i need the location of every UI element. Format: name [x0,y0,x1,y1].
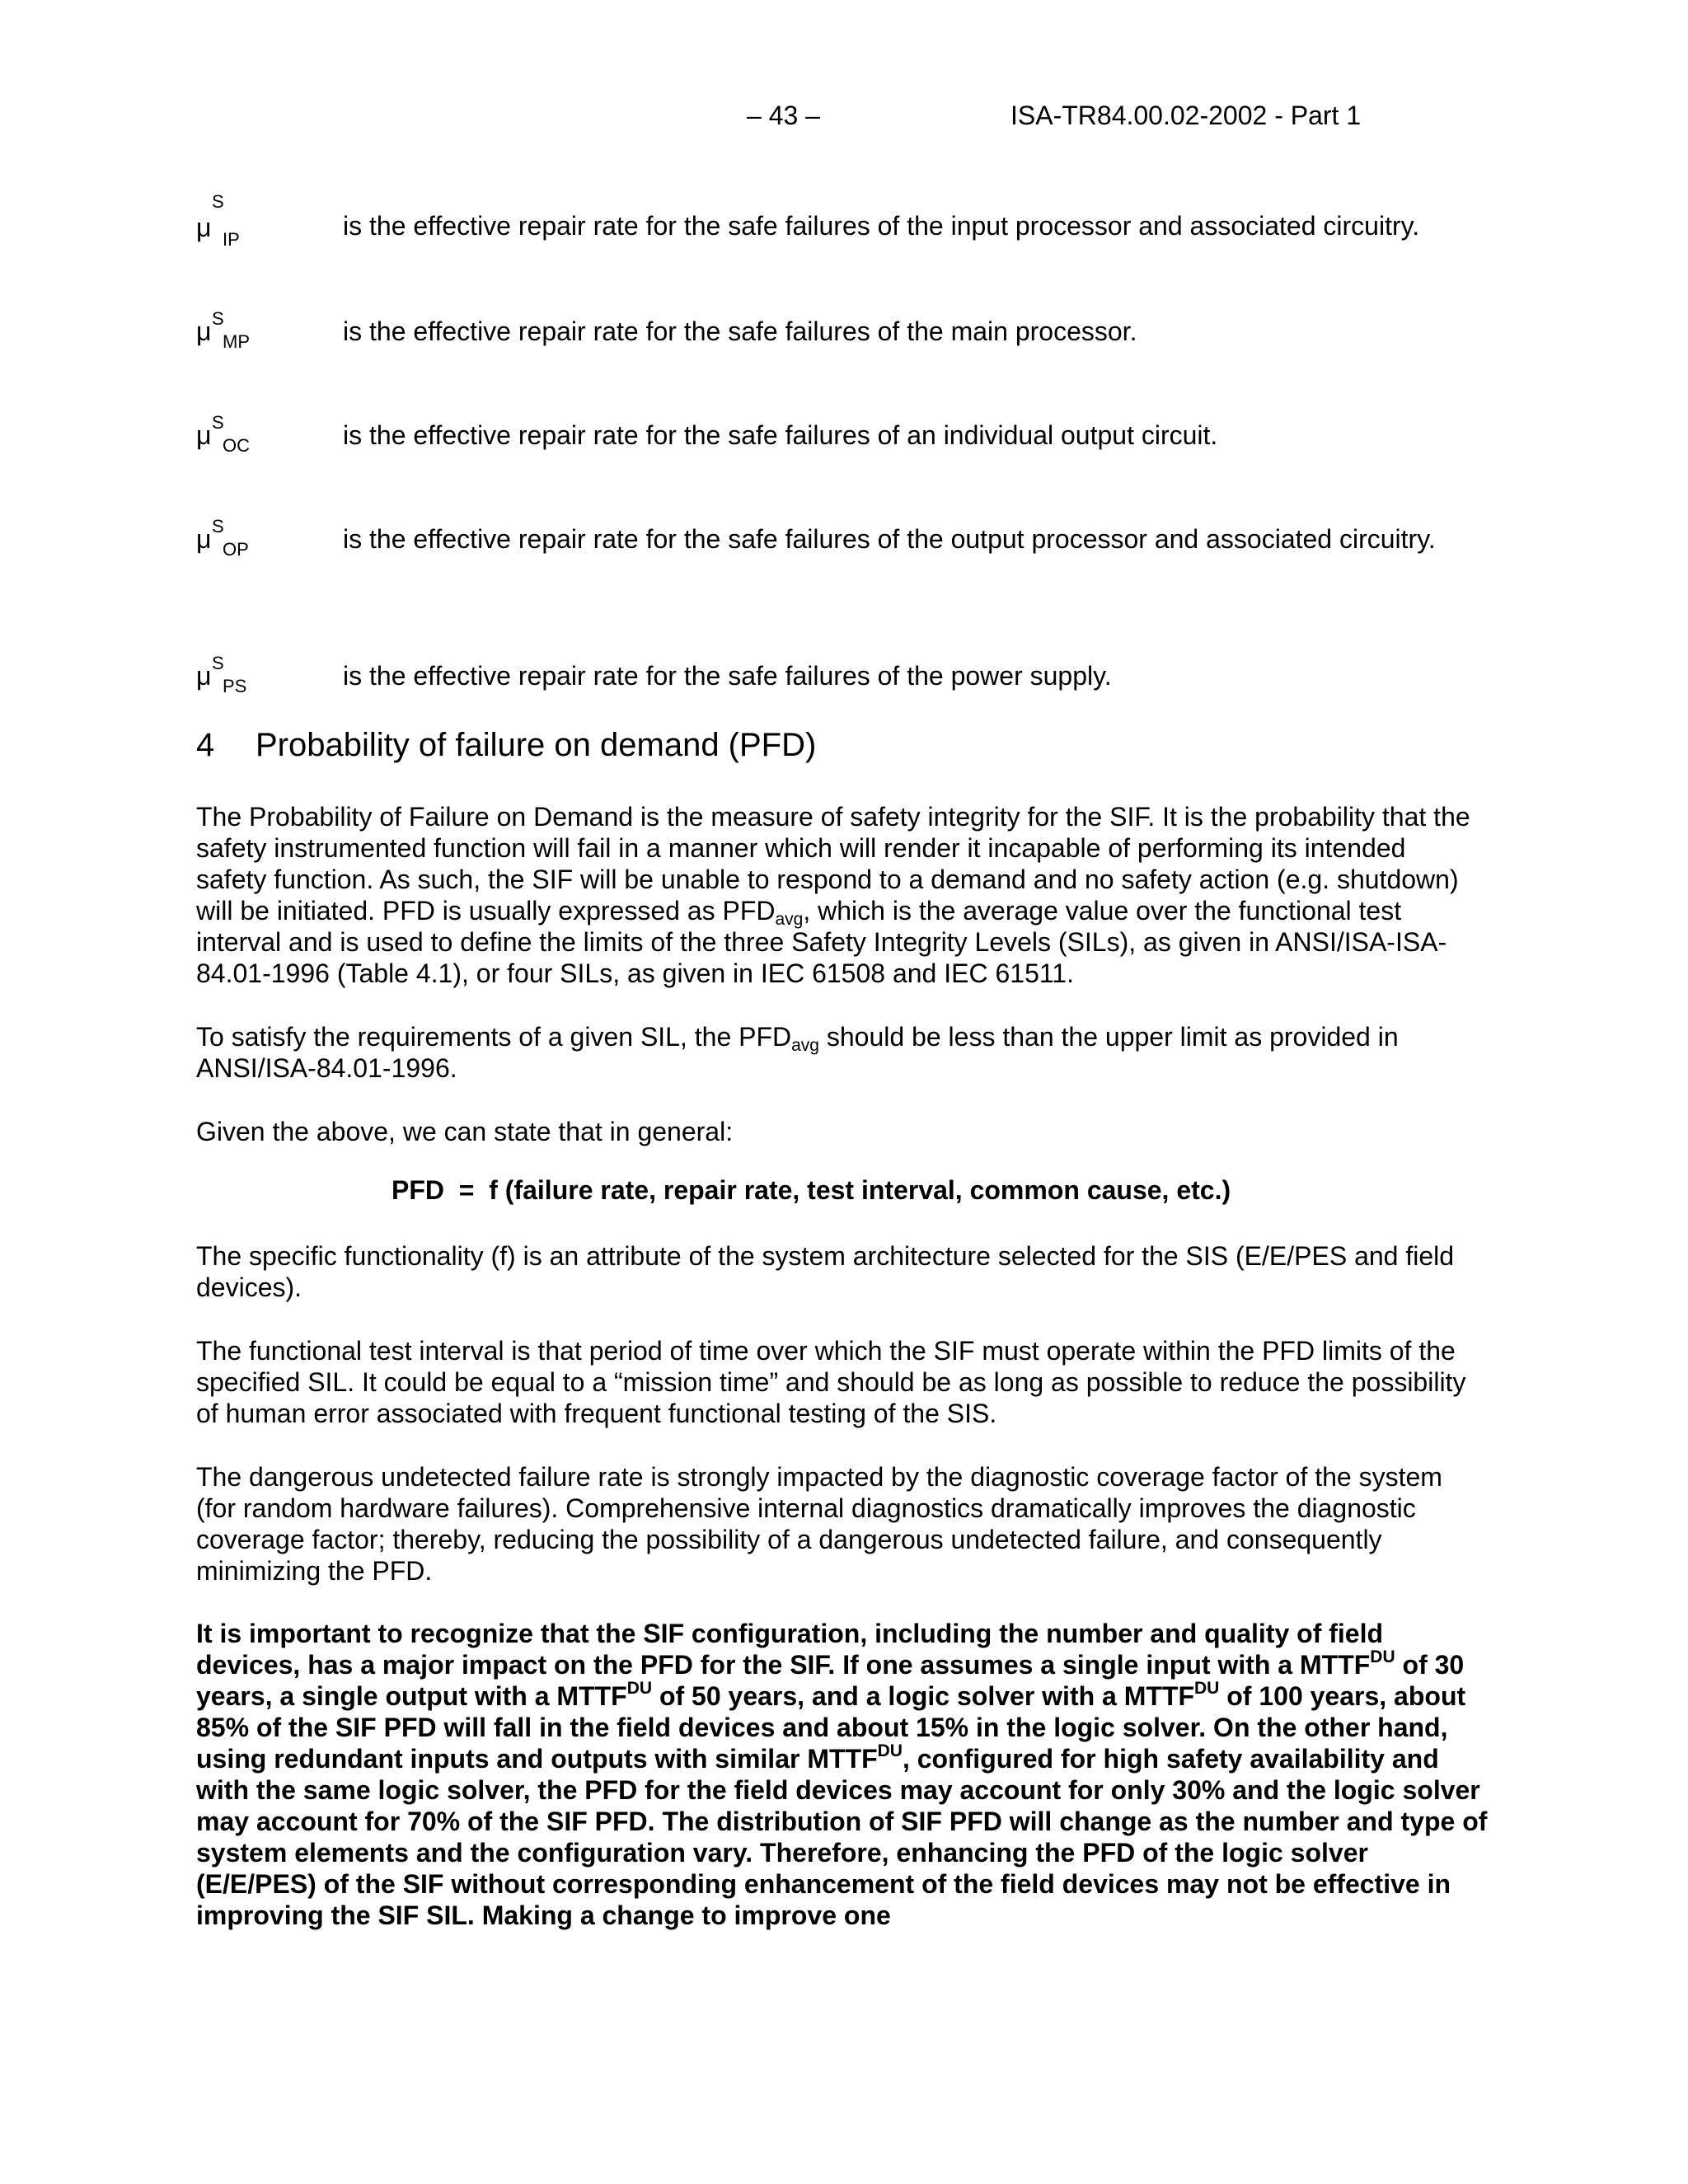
document-id: ISA-TR84.00.02-2002 - Part 1 [1010,101,1362,130]
definition-text-oc: is the effective repair rate for the safe failures of an individual output circuit. [343,420,1218,450]
symbol-mu-s-mp [196,308,320,391]
subscript-avg: avg [775,910,804,929]
paragraph-text: should be less than the upper limit as provided in ANSI/ISA-84.01-1996. [196,1022,1399,1083]
paragraph-functionality: The specific functionality (f) is an attribute of the system architecture selected for the SIS (E/E/PES and field devices). [196,1241,1455,1302]
paragraph-test-interval: The functional test interval is that period of time over which the SIF must operate within the PFD limits of the specified SIL. It could be equal to a “mission time” and should be as long as possible to reduce the possibility of human error associated with frequent functional testing of the SIS. [196,1336,1466,1428]
paragraph-text: To satisfy the requirements of a given SIL, the PFD [196,1022,792,1052]
paragraph-text: The Probability of Failure on Demand is the measure of safety integrity for the SIF. It is the probability that the safety instrumented function will fail in a manner which will render it incapable of performing its intended safety function. As such, the SIF will be unable to respond to a demand and no safety action (e.g. shutdown) will be initiated. PFD is usually expressed as PFD [196,802,1470,926]
paragraph-text: of 50 years, and a logic solver with a [652,1681,1124,1711]
pfd-formula: PFD = f (failure rate, repair rate, test interval, common cause, etc.) [392,1175,1231,1205]
symbol-mu: μ [196,420,212,450]
paragraph-text: , configured for high safety availability and with the same logic solver, the PFD for the field devices may account for only 30% and the logic solver may account for 70% of the SIF PFD. The distribution of SIF PFD will change as the number and type of system elements and the configuration vary. Therefore, enhancing the PFD of the logic solver (E/E/PES) of the SIF without corresponding enhancement of the field devices may not be effective in improving the SIF SIL. Making a change to improve one [196,1744,1488,1930]
symbol-mu: μ [196,661,212,691]
subscript-avg: avg [791,1036,819,1055]
symbol-subscript: MP [223,331,250,352]
definition-text-ip: is the effective repair rate for the safe failures of the input processor and associated circuitry. [343,211,1420,241]
symbol-mu: μ [196,213,212,242]
paragraph-text: , which is the average value over the functional test interval and is used to define the limits of the three Safety Integrity Levels (SILs), as given in ANSI/ISA-ISA-84.01-1996 (Table 4.1), or four SILs, as given in IEC 61508 and IEC 61511. [196,896,1447,988]
symbol-mu: μ [196,316,212,346]
paragraph-text: of 30 years, a single output with a [196,1650,1465,1711]
paragraph-undetected-failure: The dangerous undetected failure rate is strongly impacted by the diagnostic coverage factor of the system (for random hardware failures). Comprehensive internal diagnostics dramatically improves the diagnostic coverage factor; thereby, reducing the possibility of a dangerous undetected failure, and consequently minimizing the PFD. [196,1462,1442,1586]
mttf-term: MTTF [1123,1681,1195,1711]
mttf-term: MTTF [556,1681,627,1711]
section-number: 4 [196,727,215,763]
symbol-superscript: S [212,308,224,329]
definition-text-mp: is the effective repair rate for the safe failures of the main processor. [343,316,1137,346]
symbol-mu-s-op [196,516,320,598]
symbol-mu-s-oc [196,412,320,494]
paragraph-pfd-definition [196,801,1482,989]
definition-text-op: is the effective repair rate for the safe failures of the output processor and associated circuitry. [343,524,1436,554]
symbol-superscript: S [212,412,224,433]
superscript-du: DU [1370,1647,1395,1666]
symbol-mu-s-ip [196,191,320,287]
superscript-du: DU [877,1741,903,1760]
symbol-subscript: OC [223,435,250,456]
superscript-du: DU [1194,1679,1220,1698]
symbol-superscript: S [212,191,224,212]
symbol-subscript: PS [223,676,247,696]
symbol-subscript: IP [223,229,240,250]
paragraph-given-above: Given the above, we can state that in general: [196,1117,734,1146]
symbol-superscript: S [212,516,224,537]
definition-text-ps: is the effective repair rate for the safe failures of the power supply. [343,661,1112,691]
page-number: – 43 – [747,101,820,130]
paragraph-sif-configuration [196,1618,1490,1931]
paragraph-text: of 100 years, about 85% of the SIF PFD will fall in the field devices and about 15% in the logic solver. On the other hand, using redundant inputs and outputs with similar [196,1681,1466,1774]
symbol-superscript: S [212,653,224,673]
symbol-subscript: OP [223,539,249,560]
section-title: Probability of failure on demand (PFD) [256,727,817,763]
superscript-du: DU [626,1679,653,1698]
section-heading [196,724,816,766]
mttf-term: MTTF [807,1744,878,1774]
mttf-term: MTTF [1299,1650,1371,1680]
paragraph-sil-requirement [196,1021,1482,1084]
symbol-mu: μ [196,524,212,554]
paragraph-text: It is important to recognize that the SIF configuration, including the number and quality of field devices, has a major impact on the PFD for the SIF. If one assumes a single input with a [196,1619,1384,1680]
